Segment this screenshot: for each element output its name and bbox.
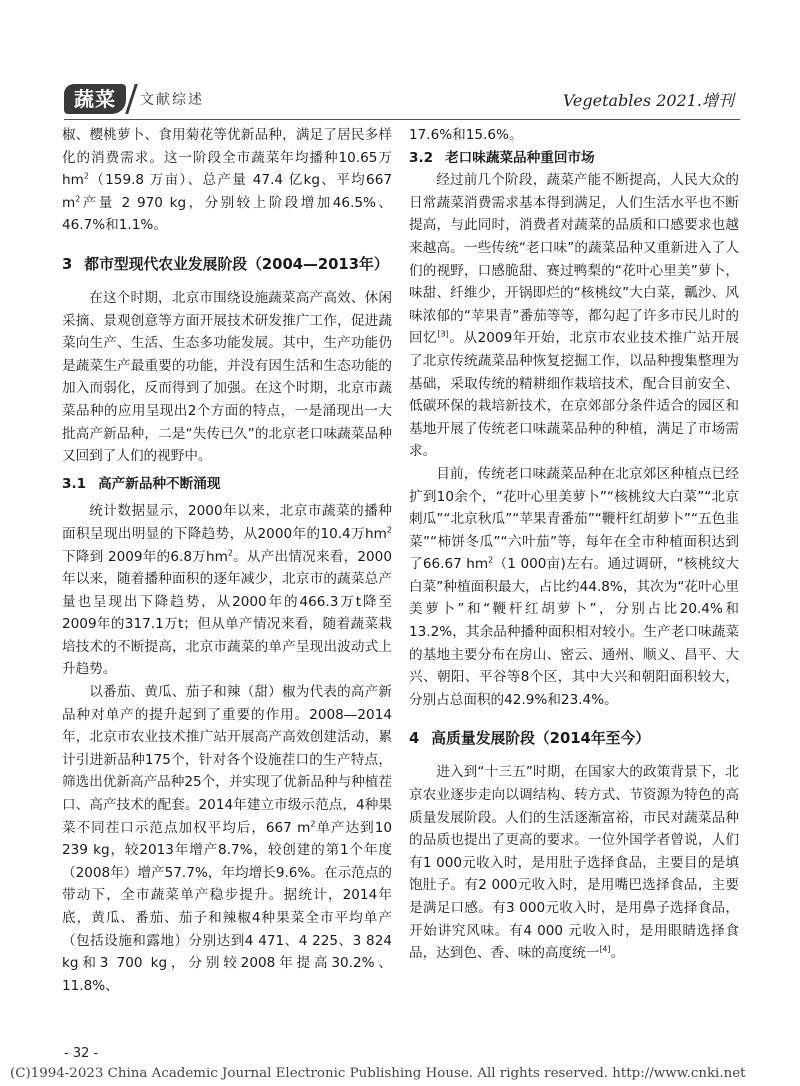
copyright-footer: (C)1994-2023 China Academic Journal Electronic Publishing House. All rights reserved. http://www.cnki.net	[10, 1066, 746, 1081]
journal-title: Vegetables 2021.增刊	[562, 91, 734, 110]
section-label: 文献综述	[140, 92, 204, 108]
subsection-heading: 3.1 高产新品种不断涌现	[62, 475, 221, 492]
paragraph: 椒、樱桃萝卜、食用菊花等优新品种，满足了居民多样化的消费需求。这一阶段全市蔬菜年均播种10.65万$hm^2(159.8$ 万亩）、总产量 47.4 亿kg、平均667 $m^2$产量 2 970 kg，分别较上阶段增加46.5%、46.7%和1.1%。	[62, 127, 392, 234]
right-column	[409, 124, 739, 965]
paragraph: 进入到“十三五”时期，在国家大的政策背景下，北京农业逐步走向以调结构、转方式、节资源为特色的高质量发展阶段。人们的生活逐渐富裕，市民对蔬菜品种的品质也提出了更高的要求。一位外国学者曾说，人们有1 000元收入时，是用肚子选择食品，主要目的是填饱肚子。有2 000元收入时，是用嘴巴选择食品，主要是满足口感。有3 000元收入时，是用鼻子选择食品，开始讲究风味。有4 000 元收入时，是用眼睛选择食品，达到色、香、味的高度统一[4]。	[409, 764, 739, 962]
section-heading: 4 高质量发展阶段（2014年至今）	[409, 730, 651, 748]
paragraph: 在这个时期，北京市围绕设施蔬菜高产高效、休闲采摘、景观创意等方面开展技术研发推广工作，促进蔬菜向生产、生活、生态多功能发展。其中，生产功能仍是蔬菜生产最重要的功能，并没有因生活和生态功能的加入而弱化，反而得到了加强。在这个时期，北京市蔬菜品种的应用呈现出2个方面的特点，一是涌现出一大批高产新品种，二是“失传已久”的北京老口味蔬菜品种又回到了人们的视野中。	[62, 289, 392, 465]
section-heading: 3 都市型现代农业发展阶段（2004—2013年）	[62, 255, 389, 273]
subsection-heading: 3.2 老口味蔬菜品种重回市场	[409, 149, 595, 166]
paragraph: 目前，传统老口味蔬菜品种在北京郊区种植点已经扩到10余个，“花叶心里美萝卜”“核桃纹大白菜”“北京刺瓜”“北京秋瓜”“苹果青番茄”“鞭杆红胡萝卜”“五色韭菜”“柿饼冬瓜”“六叶茄”等，每年在全市种植面积达到了66.67 $hm^2(1$ 000亩)左右。通过调研，“核桃纹大白菜”种植面积最大，占比约44.8%，其次为“花叶心里美萝卜”和“鞭杆红胡萝卜”，分别占比20.4%和13.2%，其余品种播种面积相对较小。生产老口味蔬菜的基地主要分布在房山、密云、通州、顺义、昌平、大兴、朝阳、平谷等8个区，其中大兴和朝阳面积较大，分别占总面积的42.9%和23.4%。	[409, 465, 739, 708]
paragraph: 以番茄、黄瓜、茄子和辣（甜）椒为代表的高产新品种对单产的提升起到了重要的作用。2008—2014年，北京市农业技术推广站开展高产高效创建活动，累计引进新品种175个，针对各个设施茬口的生产特点，筛选出优新高产品种25个，并实现了优新品种与种植茬口、高产技术的配套。2014年建立市级示范点，4种果菜不同茬口示范点加权平均后，667 $m^2$单产达到10 239 kg，较2013年增产8.7%，较创建的第1个年度（2008年）增产57.7%，年均增长9.6%。在示范点的带动下，全市蔬菜单产稳步提升。据统计，2014年底，黄瓜、番茄、茄子和辣椒4种果菜全市平均单产（包括设施和露地）分别达到4 471、4 225、3 824 kg和3 700 kg，分别较2008年提高30.2%、11.8%、	[62, 684, 392, 994]
paragraph: 经过前几个阶段，蔬菜产能不断提高，人民大众的日常蔬菜消费需求基本得到满足，人们生活水平也不断提高，与此同时，消费者对蔬菜的品质和口感要求也越来越高。一些传统“老口味”的蔬菜品种又重新进入了人们的视野，口感脆甜、赛过鸭梨的“花叶心里美”萝卜，味甜、纤维少，开锅即烂的“核桃纹”大白菜，瓤沙、风味浓郁的“苹果青”番茄等等，都勾起了许多市民儿时的回忆[3]。从2009年开始，北京市农业技术推广站开展了北京传统蔬菜品种恢复挖掘工作，以品种搜集整理为基础，采取传统的精耕细作栽培技术，配合目前安全、低碳环保的栽培新技术，在京郊部分条件适合的园区和基地开展了传统老口味蔬菜品种的种植，满足了市场需求。	[409, 172, 740, 460]
page-number: - 32 -	[64, 1046, 99, 1061]
paragraph: 17.6%和15.6%。	[409, 127, 523, 143]
left-column	[62, 124, 392, 997]
journal-logo: 蔬菜	[64, 84, 126, 114]
header-divider	[64, 119, 740, 120]
paragraph: 统计数据显示，2000年以来，北京市蔬菜的播种面积呈现出明显的下降趋势，从2000年的10.4万$hm^2$下降到 2009年的6.8万$hm^2$。从产出情况来看，2000年以来，随着播种面积的逐年减少，北京市的蔬菜总产量也呈现出下降趋势，从2000年的466.3万t降至2009年的317.1万t；但从单产情况来看，随着蔬菜栽培技术的不断提高，北京市蔬菜的单产呈现出波动式上升趋势。	[62, 503, 392, 678]
page-header	[0, 0, 800, 120]
